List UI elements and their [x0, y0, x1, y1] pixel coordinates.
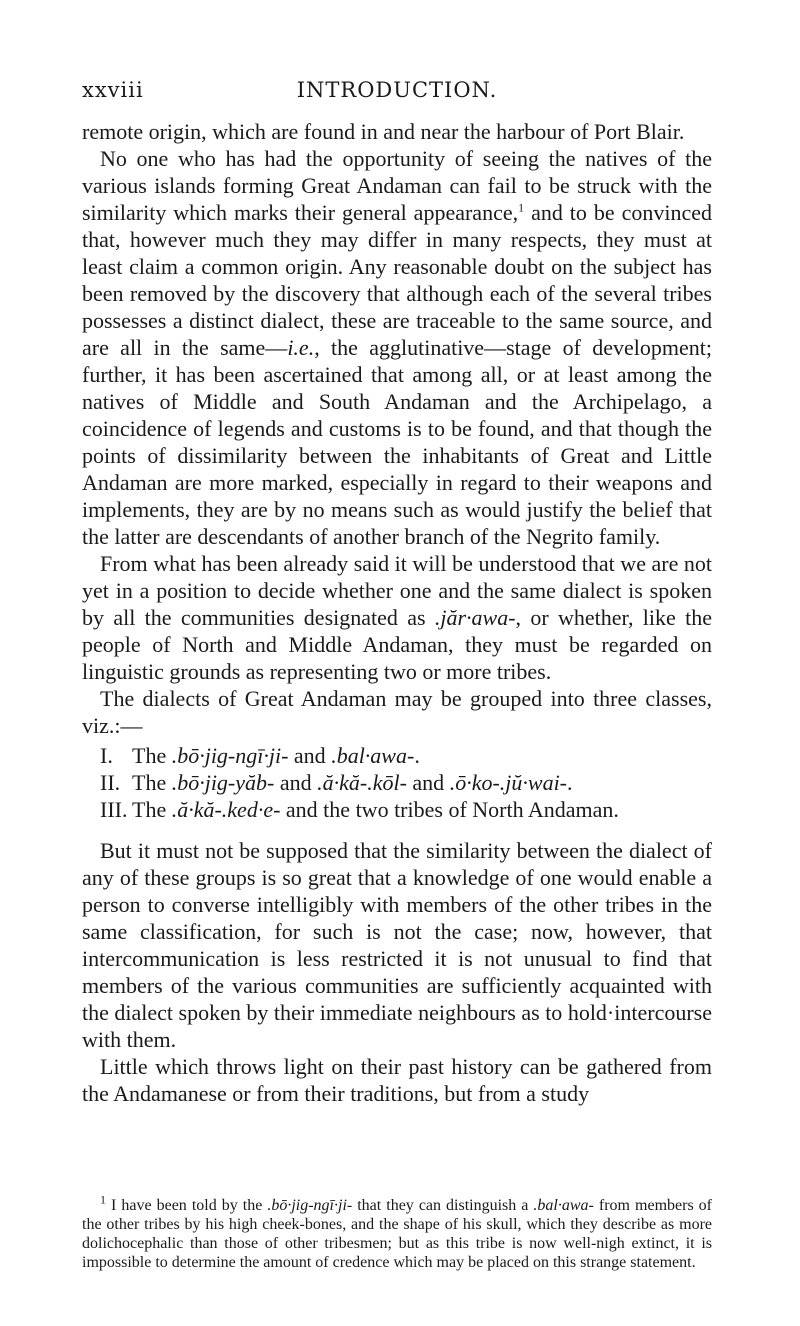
paragraph-dialect-question: From what has been already said it will be understood that we are not yet in a position to decide whether one and the same dialect is spoken by all the communities designated as .jăr·awa-, or whether, like the people of North and Middle Andaman, they must be regarded on linguistic grounds as representing two or more tribes.	[82, 551, 712, 684]
paragraph-intercommunication: But it must not be supposed that the similarity between the dialect of any of these groups is so great that a knowledge of one would enable a person to converse intelligibly with members of the other tribes in the same classification, for such is not the case; now, however, that intercommunication is less restricted it is not unusual to find that members of the various communities are sufficiently acquainted with the dialect spoken by their immediate neighbours as to hold·intercourse with them.	[82, 838, 712, 1052]
footnote-reference[interactable]: 1	[518, 200, 525, 215]
footnote-marker: 1	[100, 1192, 106, 1207]
dialect-class-item: II. The .bō·jig-yăb- and .ă·kă-.kōl- and .ō·ko-.jŭ·wai-.	[100, 770, 573, 795]
dialect-class-item: III. The .ă·kă-.ked·e- and the two tribes of North Andaman.	[100, 797, 619, 822]
footnote: $^1$ I have been told by the .bō·jig-ngī·ji- that they can distinguish a .bal·awa- from members of the other tribes by his high cheek-bones, and the shape of his skull, which they describe as more dolichocephalic than those of other tribesmen; but as this tribe is now well-nigh extinct, it is impossible to determine the amount of credence which may be placed on this strange statement.	[82, 1192, 713, 1271]
body-text	[82, 118, 712, 1107]
dialect-classes-list	[82, 742, 712, 823]
dialect-class-item: I. The .bō·jig-ngī·ji- and .bal·awa-.	[100, 743, 420, 768]
running-title: INTRODUCTION.	[296, 78, 498, 102]
paragraph-dialect-groups: The dialects of Great Andaman may be grouped into three classes, viz.:—	[82, 686, 712, 738]
paragraph-common-origin: No one who has had the opportunity of seeing the natives of the various islands forming Great Andaman can fail to be struck with the similarity which marks their general appearance,$^1$ and to be convinced that, however much they may differ in many respects, they must at least claim a common origin. Any reasonable doubt on the subject has been removed by the discovery that although each of the several tribes possesses a distinct dialect, these are traceable to the same source, and are all in the same—i.e., the agglutinative—stage of development; further, it has been ascertained that among all, or at least among the natives of Middle and South Andaman and the Archipelago, a coincidence of legends and customs is to be found, and that though the points of dissimilarity between the inhabitants of Great and Little Andaman are more marked, especially in regard to their weapons and implements, they are by no means such as would justify the belief that the latter are descendants of another branch of the Negrito family.	[82, 146, 712, 549]
page-header	[82, 78, 712, 108]
paragraph-continuation: remote origin, which are found in and near the harbour of Port Blair.	[82, 119, 685, 144]
page-number: xxviii	[82, 78, 144, 102]
paragraph-history: Little which throws light on their past history can be gathered from the Andamanese or from their traditions, but from a study	[82, 1054, 712, 1106]
